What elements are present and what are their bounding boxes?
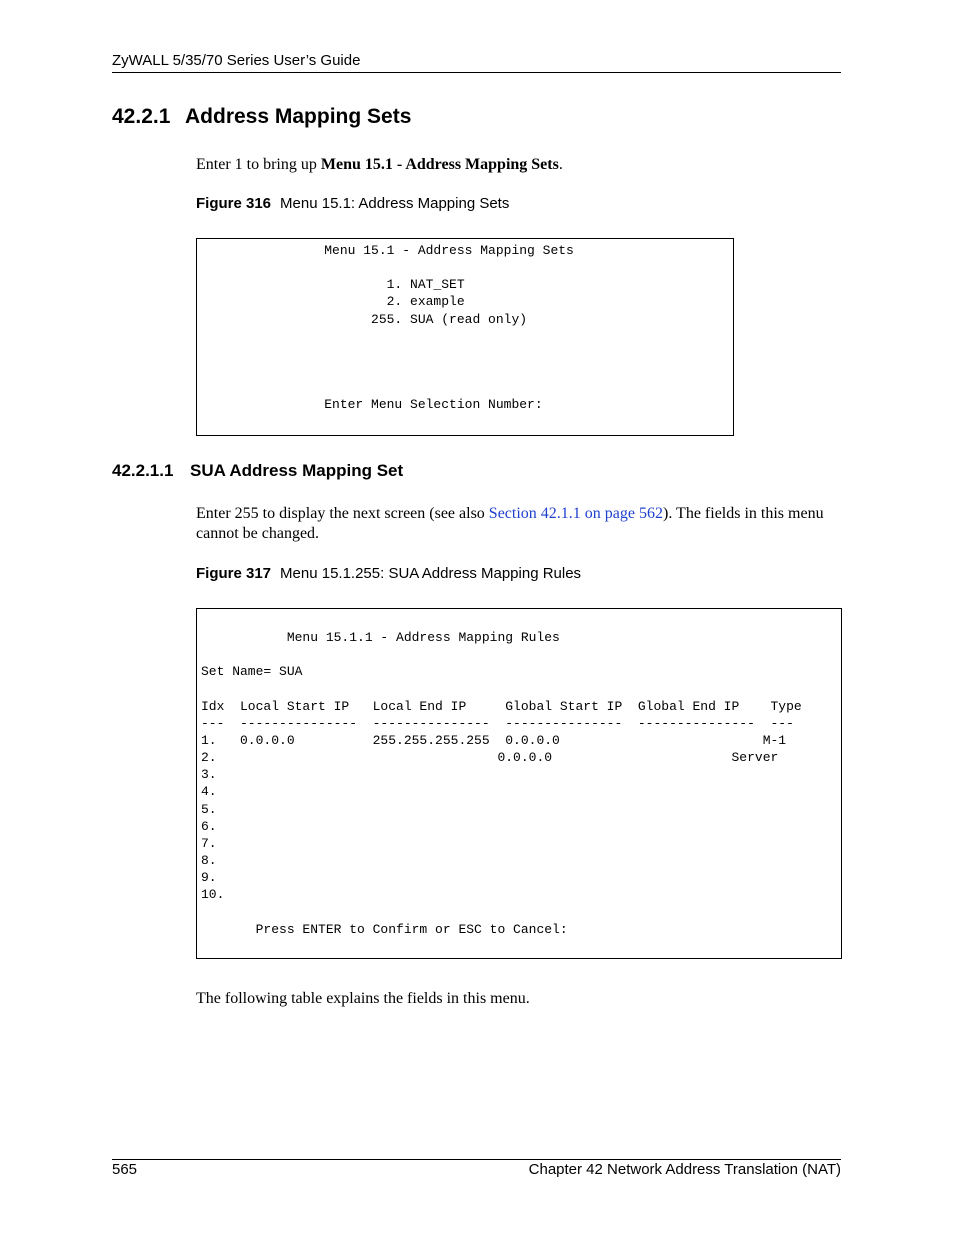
console-line: 4. [201, 784, 217, 800]
para-text-end: ). The fields in this menu cannot be changed. [196, 505, 824, 542]
console-line: 255. SUA (read only) [215, 311, 528, 327]
console-line: 10. [201, 887, 225, 903]
figure-316-console [196, 238, 734, 436]
section-cross-reference-link[interactable]: Section 42.1.1 on page 562 [488, 505, 663, 522]
intro-menu-name: Menu 15.1 - Address Mapping Sets [320, 156, 559, 173]
figure-317-label: Figure 317 [196, 565, 272, 582]
intro-text: Enter 1 to bring up [196, 156, 321, 173]
console-line: Idx Local Start IP Local End IP Global Start IP Global End IP Type [201, 698, 802, 714]
section-intro [196, 155, 563, 175]
console-line: 2. example [215, 294, 465, 310]
footer-rule [112, 1159, 841, 1160]
page-number: 565 [112, 1161, 138, 1178]
figure-317-console-text [201, 629, 802, 938]
console-line: 1. NAT_SET [215, 277, 465, 293]
console-line: 3. [201, 767, 217, 783]
console-line: Enter Menu Selection Number: [215, 397, 543, 413]
closing-paragraph: The following table explains the fields in this menu. [196, 990, 530, 1007]
section-title: Address Mapping Sets [185, 105, 412, 128]
figure-316-caption [196, 195, 509, 212]
subsection-paragraph [196, 504, 836, 544]
figure-317-caption [196, 565, 581, 582]
figure-316-label: Figure 316 [196, 195, 272, 212]
console-line: Press ENTER to Confirm or ESC to Cancel: [201, 921, 568, 937]
console-line: Set Name= SUA [201, 664, 303, 680]
console-line: 7. [201, 835, 217, 851]
console-line: --- --------------- --------------- --------------- --------------- --- [201, 715, 794, 731]
subsection-heading [112, 461, 403, 481]
section-heading [112, 105, 411, 129]
intro-period: . [558, 156, 563, 173]
console-line: 8. [201, 853, 217, 869]
console-line: 9. [201, 870, 217, 886]
console-line: Menu 15.1.1 - Address Mapping Rules [201, 630, 560, 645]
section-number: 42.2.1 [112, 105, 171, 128]
console-line: Menu 15.1 - Address Mapping Sets [215, 243, 574, 258]
figure-317-console [196, 608, 842, 959]
para-text: Enter 255 to display the next screen (see also [196, 505, 489, 522]
figure-317-title: Menu 15.1.255: SUA Address Mapping Rules [280, 565, 582, 582]
console-line: 5. [201, 801, 217, 817]
console-line: 6. [201, 818, 217, 834]
header-rule [112, 72, 841, 73]
console-line: 1. 0.0.0.0 255.255.255.255 0.0.0.0 M-1 [201, 732, 787, 748]
chapter-title: Chapter 42 Network Address Translation (NAT) [528, 1161, 841, 1178]
figure-316-console-text [215, 242, 574, 414]
figure-316-title: Menu 15.1: Address Mapping Sets [280, 195, 510, 212]
console-line: 2. 0.0.0.0 Server [201, 750, 779, 766]
subsection-title: SUA Address Mapping Set [190, 461, 404, 480]
subsection-number: 42.2.1.1 [112, 461, 174, 480]
running-header: ZyWALL 5/35/70 Series User’s Guide [112, 52, 361, 69]
